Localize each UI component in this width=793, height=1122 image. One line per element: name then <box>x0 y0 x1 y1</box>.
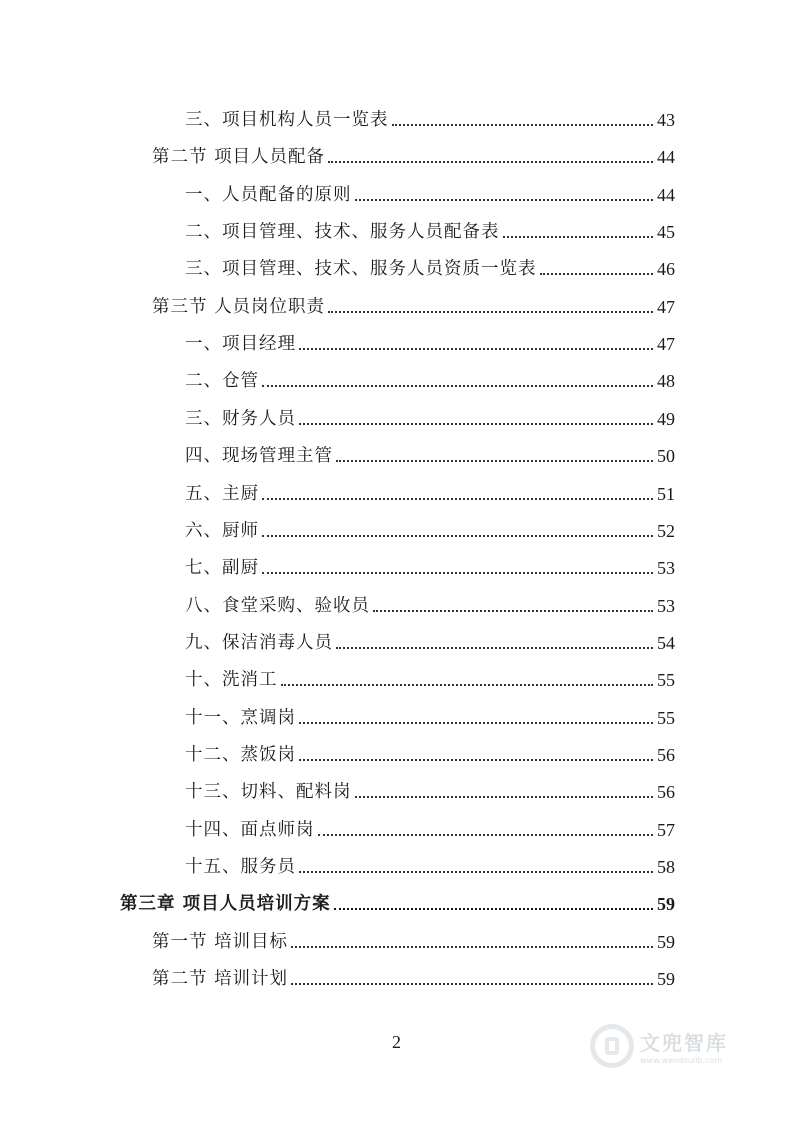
toc-leader-dots <box>392 123 654 126</box>
toc-entry[interactable] <box>120 886 675 916</box>
toc-entry-title: 第三章 项目人员培训方案 <box>120 894 331 915</box>
toc-entry[interactable] <box>185 251 675 281</box>
toc-entry-page: 48 <box>657 371 675 392</box>
wendou-logo-icon <box>590 1024 634 1068</box>
toc-entry-title: 五、主厨 <box>185 483 259 504</box>
toc-leader-dots <box>299 721 653 724</box>
toc-entry[interactable] <box>185 214 675 244</box>
toc-entry-page: 53 <box>657 558 675 579</box>
toc-entry-page: 57 <box>657 819 675 840</box>
toc-entry-title: 十一、烹调岗 <box>185 707 296 728</box>
toc-entry-page: 53 <box>657 595 675 616</box>
toc-entry-title: 第三节 人员岗位职责 <box>152 296 326 317</box>
toc-entry-page: 49 <box>657 408 675 429</box>
toc-entry[interactable] <box>185 812 675 842</box>
toc-entry-page: 47 <box>657 296 675 317</box>
toc-entry-title: 十三、切料、配料岗 <box>185 782 352 803</box>
toc-entry-page: 44 <box>657 184 675 205</box>
toc-leader-dots <box>299 422 653 425</box>
toc-entry-title: 十五、服务员 <box>185 857 296 877</box>
toc-entry[interactable] <box>185 849 675 879</box>
watermark-name: 文兜智库 <box>640 1031 728 1055</box>
toc-entry[interactable] <box>185 550 675 580</box>
toc-entry-page: 56 <box>657 782 675 803</box>
toc-leader-dots <box>262 497 653 500</box>
toc-leader-dots <box>328 160 653 163</box>
toc-entry[interactable] <box>185 513 675 543</box>
toc-entry-page: 46 <box>657 259 675 280</box>
toc-entry-page: 52 <box>657 520 675 541</box>
toc-entry[interactable] <box>185 625 675 655</box>
toc-entry-title: 八、食堂采购、验收员 <box>185 595 370 616</box>
toc-entry-title: 十、洗消工 <box>185 670 278 691</box>
toc-leader-dots <box>355 198 654 201</box>
page-number: 2 <box>392 1032 401 1052</box>
toc-entry-title: 十四、面点师岗 <box>185 819 315 840</box>
toc-entry-page: 45 <box>657 222 675 243</box>
toc-leader-dots <box>299 347 653 350</box>
toc-entry-title: 第二节 培训计划 <box>152 969 289 990</box>
toc-entry-page: 55 <box>657 707 675 728</box>
toc-entry[interactable] <box>185 700 675 730</box>
toc-entry-page: 56 <box>657 744 675 765</box>
toc-entry-title: 二、项目管理、技术、服务人员配备表 <box>185 222 500 243</box>
toc-entry[interactable] <box>185 476 675 506</box>
toc-leader-dots <box>336 459 653 462</box>
toc-entry[interactable] <box>185 662 675 692</box>
toc-entry-page: 59 <box>657 969 675 990</box>
toc-entry[interactable] <box>185 588 675 618</box>
toc-entry-title: 三、项目管理、技术、服务人员资质一览表 <box>185 259 537 280</box>
toc-entry-title: 二、仓管 <box>185 371 259 392</box>
toc-entry-title: 三、财务人员 <box>185 408 296 429</box>
toc-entry[interactable] <box>185 177 675 207</box>
toc-entry[interactable] <box>185 401 675 431</box>
toc-entry-title: 六、厨师 <box>185 520 259 541</box>
toc-entry-page: 59 <box>657 894 675 915</box>
toc-leader-dots <box>336 646 653 649</box>
toc-entry-page: 44 <box>657 147 675 168</box>
toc-leader-dots <box>291 982 653 985</box>
toc-entry-title: 第二节 项目人员配备 <box>152 147 326 168</box>
toc-entry-title: 一、项目经理 <box>185 334 296 355</box>
toc-leader-dots <box>262 571 653 574</box>
toc-entry-page: 43 <box>657 110 675 130</box>
toc-leader-dots <box>373 609 653 612</box>
toc-entry-page: 59 <box>657 931 675 952</box>
toc-entry[interactable] <box>152 139 675 169</box>
toc-entry-title: 四、现场管理主管 <box>185 446 333 467</box>
toc-entry-title: 七、副厨 <box>185 558 259 579</box>
toc-entry[interactable] <box>185 102 675 132</box>
toc-entry-title: 十二、蒸饭岗 <box>185 744 296 765</box>
toc-entry[interactable] <box>185 438 675 468</box>
toc-leader-dots <box>262 534 653 537</box>
toc-entry[interactable] <box>185 363 675 393</box>
toc-entry[interactable] <box>185 737 675 767</box>
toc-leader-dots <box>540 272 654 275</box>
toc-entry-page: 50 <box>657 446 675 467</box>
toc-entry[interactable] <box>152 961 675 991</box>
toc-entry-page: 47 <box>657 334 675 355</box>
toc-leader-dots <box>262 384 653 387</box>
toc-leader-dots <box>299 870 653 873</box>
toc-entry[interactable] <box>152 924 675 954</box>
watermark-url: www.wendoulib.com <box>640 1056 723 1065</box>
toc-entry-title: 九、保洁消毒人员 <box>185 632 333 653</box>
toc-entry-title: 一、人员配备的原则 <box>185 184 352 205</box>
toc-leader-dots <box>503 235 654 238</box>
toc-entry[interactable] <box>185 774 675 804</box>
toc-leader-dots <box>334 907 653 910</box>
toc-leader-dots <box>281 683 654 686</box>
toc-entry-title: 三、项目机构人员一览表 <box>185 110 389 130</box>
watermark <box>590 1018 750 1074</box>
toc-entry[interactable] <box>185 326 675 356</box>
toc-leader-dots <box>318 833 654 836</box>
toc-entry[interactable] <box>152 289 675 319</box>
toc-leader-dots <box>291 945 653 948</box>
toc-entry-page: 54 <box>657 632 675 653</box>
toc-entry-page: 51 <box>657 483 675 504</box>
toc-leader-dots <box>328 310 653 313</box>
toc-leader-dots <box>299 758 653 761</box>
toc-entry-page: 58 <box>657 857 675 877</box>
toc-leader-dots <box>355 795 654 798</box>
toc-entry-page: 55 <box>657 670 675 691</box>
toc-entry-title: 第一节 培训目标 <box>152 931 289 952</box>
